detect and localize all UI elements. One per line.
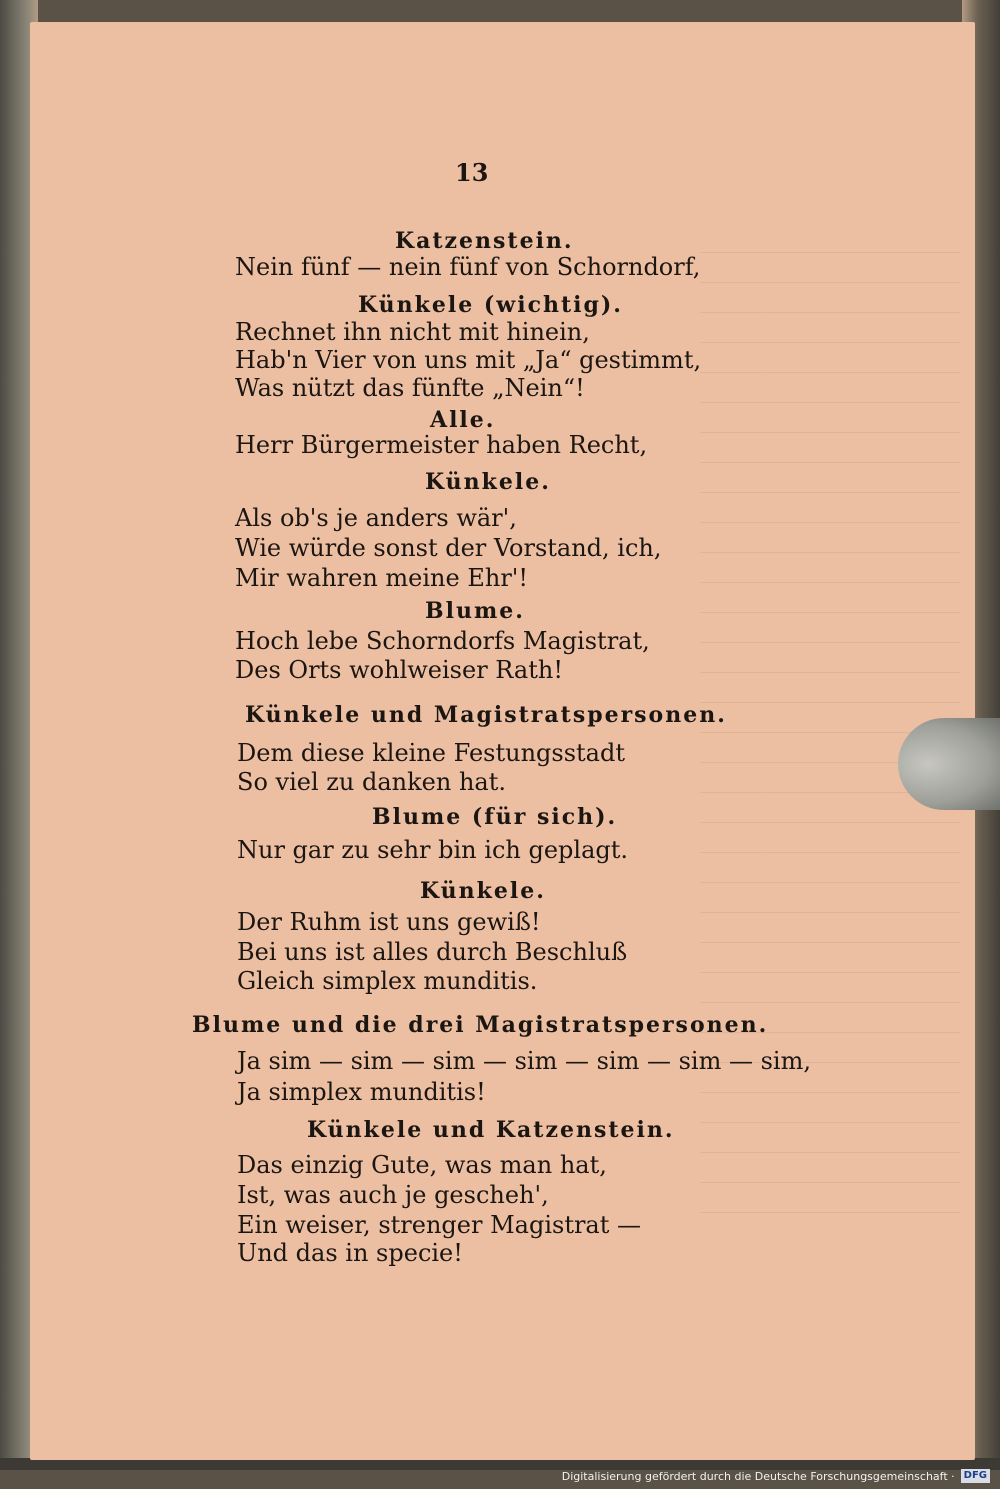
verse-line: Ja sim — sim — sim — sim — sim — sim — sim, (237, 1047, 811, 1075)
speaker-heading: Künkele und Katzenstein. (307, 1117, 675, 1143)
verse-line: Ja simplex munditis! (237, 1078, 486, 1106)
speaker-heading: Blume und die drei Magistratspersonen. (192, 1012, 769, 1038)
page-number: 13 (455, 158, 489, 187)
footer-credit (562, 1466, 990, 1486)
verse-line: Wie würde sonst der Vorstand, ich, (235, 534, 662, 562)
speaker-heading: Künkele. (425, 469, 551, 495)
verse-line: Des Orts wohlweiser Rath! (235, 656, 563, 684)
speaker-heading: Blume. (425, 598, 525, 624)
speaker-heading: Alle. (430, 407, 496, 433)
speaker-heading: Blume (für sich). (372, 804, 618, 830)
page-holder-clip (898, 718, 1000, 810)
verse-line: Das einzig Gute, was man hat, (237, 1151, 607, 1179)
verse-line: Ist, was auch je gescheh', (237, 1181, 549, 1209)
verse-line: Gleich simplex munditis. (237, 967, 538, 995)
speaker-heading: Künkele. (420, 878, 546, 904)
verse-line: Herr Bürgermeister haben Recht, (235, 431, 648, 459)
verse-line: Mir wahren meine Ehr'! (235, 564, 529, 592)
speaker-heading: Künkele (wichtig). (358, 292, 623, 318)
verse-line: Nein fünf — nein fünf von Schorndorf, (235, 253, 701, 281)
footer-text: Digitalisierung gefördert durch die Deutsche Forschungsgemeinschaft · (561, 1469, 955, 1483)
dfg-logo: DFG (961, 1469, 990, 1483)
verse-line: Rechnet ihn nicht mit hinein, (235, 318, 590, 346)
verse-line: Der Ruhm ist uns gewiß! (237, 908, 541, 936)
verse-line: So viel zu danken hat. (237, 768, 506, 796)
verse-line: Bei uns ist alles durch Beschluß (237, 938, 628, 966)
verse-line: Was nützt das fünfte „Nein“! (235, 374, 585, 402)
speaker-heading: Künkele und Magistratspersonen. (245, 702, 727, 728)
verse-line: Nur gar zu sehr bin ich geplagt. (237, 836, 629, 864)
verse-line: Hab'n Vier von uns mit „Ja“ gestimmt, (235, 346, 702, 374)
verse-line: Und das in specie! (237, 1239, 463, 1267)
verse-line: Hoch lebe Schorndorfs Magistrat, (235, 627, 650, 655)
speaker-heading: Katzenstein. (395, 228, 574, 254)
verse-line: Ein weiser, strenger Magistrat — (237, 1211, 642, 1239)
verse-line: Als ob's je anders wär', (235, 504, 517, 532)
verse-line: Dem diese kleine Festungsstadt (237, 739, 625, 767)
